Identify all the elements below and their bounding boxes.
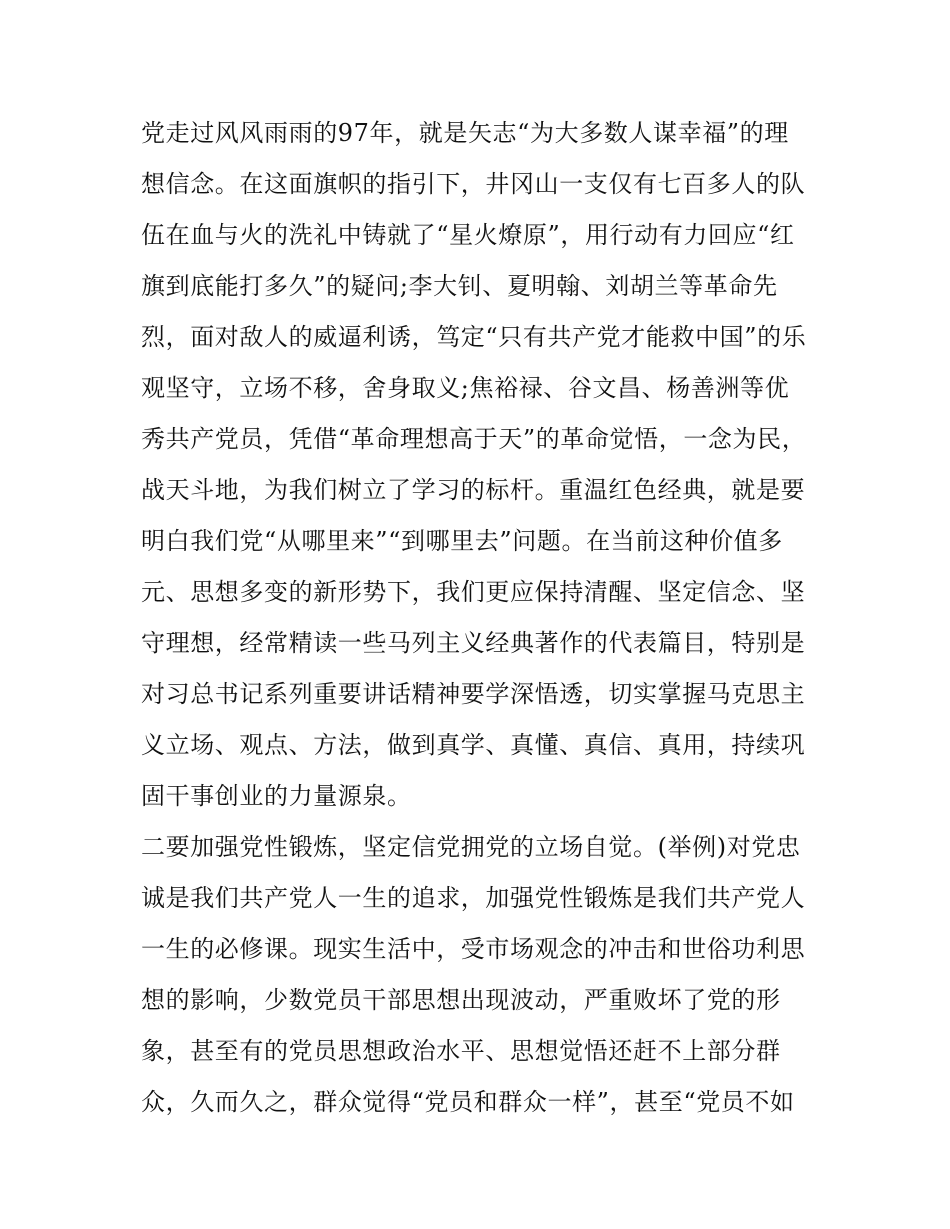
text-line: 党走过风风雨雨的97年，就是矢志“为大多数人谋幸福”的理 — [141, 119, 789, 147]
text-line: 观坚守，立场不移，舍身取义;焦裕禄、谷文昌、杨善洲等优 — [141, 374, 790, 402]
text-line: 守理想，经常精读一些马列主义经典著作的代表篇目，特别是 — [141, 629, 806, 657]
text-line: 伍在血与火的洗礼中铸就了“星火燎原”，用行动有力回应“红 — [141, 221, 795, 249]
text-line: 明白我们党“从哪里来”“到哪里去”问题。在当前这种价值多 — [141, 527, 783, 555]
text-line: 想信念。在这面旗帜的指引下，井冈山一支仅有七百多人的队 — [141, 170, 806, 198]
body-text — [141, 108, 821, 1128]
text-line: 烈，面对敌人的威逼利诱，笃定“只有共产党才能救中国”的乐 — [141, 323, 807, 351]
text-line: 秀共产党员，凭借“革命理想高于天”的革命觉悟，一念为民， — [141, 425, 807, 453]
text-line: 战天斗地，为我们树立了学习的标杆。重温红色经典，就是要 — [141, 476, 806, 504]
text-line: 旗到底能打多久”的疑问;李大钊、夏明翰、刘胡兰等革命先 — [141, 272, 778, 300]
text-line: 元、思想多变的新形势下，我们更应保持清醒、坚定信念、坚 — [141, 578, 806, 606]
text-line: 一生的必修课。现实生活中，受市场观念的冲击和世俗功利思 — [141, 935, 806, 963]
text-line: 众，久而久之，群众觉得“党员和群众一样”，甚至“党员不如 — [141, 1088, 795, 1116]
text-line: 诚是我们共产党人一生的追求，加强党性锻炼是我们共产党人 — [141, 884, 806, 912]
text-line: 象，甚至有的党员思想政治水平、思想觉悟还赶不上部分群 — [141, 1037, 781, 1065]
text-line: 想的影响，少数党员干部思想出现波动，严重败坏了党的形 — [141, 986, 781, 1014]
text-line: 义立场、观点、方法，做到真学、真懂、真信、真用，持续巩 — [141, 731, 806, 759]
text-line: 二要加强党性锻炼，坚定信党拥党的立场自觉。(举例)对党忠 — [141, 833, 801, 861]
text-line: 固干事创业的力量源泉。 — [141, 782, 412, 810]
text-line: 对习总书记系列重要讲话精神要学深悟透，切实掌握马克思主 — [141, 680, 806, 708]
